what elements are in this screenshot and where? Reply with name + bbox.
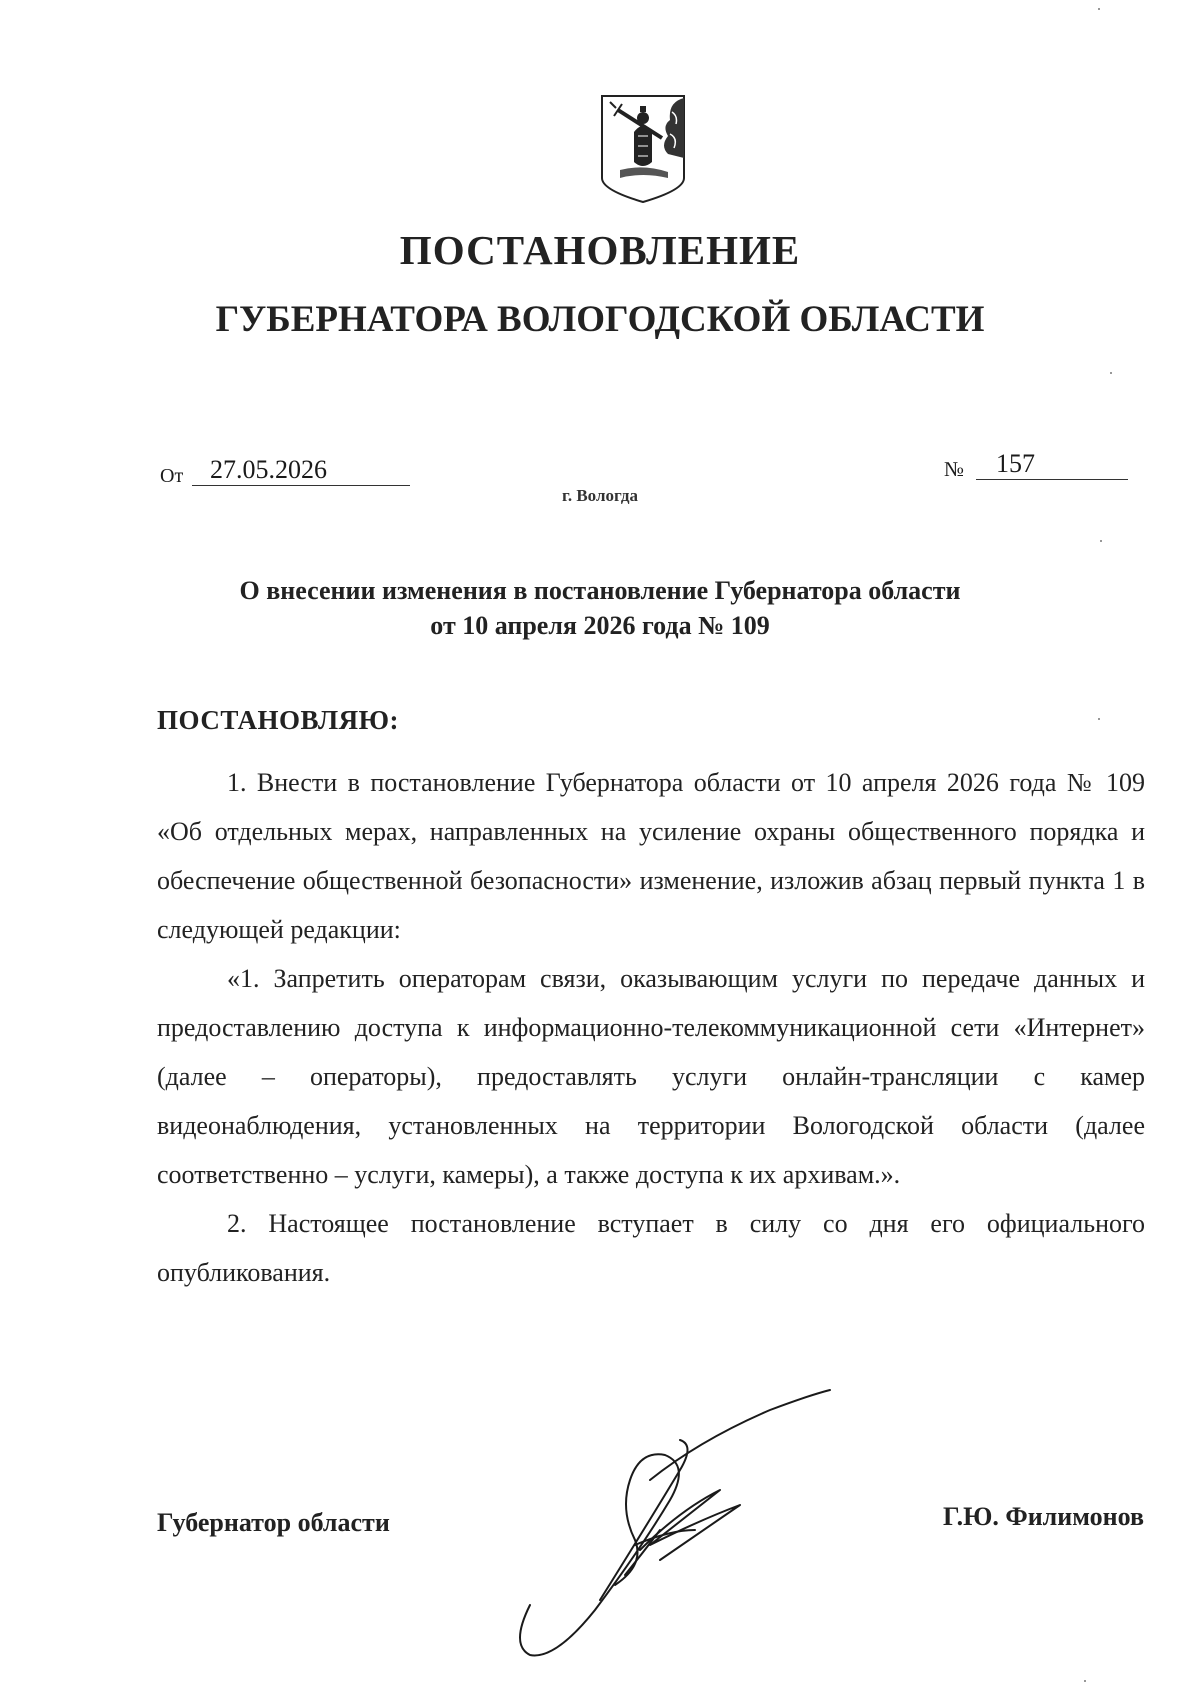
scan-speck [1100, 540, 1102, 542]
signer-position: Губернатор области [157, 1508, 390, 1537]
document-city: г. Вологда [562, 486, 638, 505]
number-prefix: № [944, 457, 965, 481]
body-paragraph-3: 2. Настоящее постановление вступает в силу со дня его официального опубликования. [157, 1209, 1145, 1287]
date-prefix: От [160, 465, 184, 487]
document-body [157, 758, 1145, 1297]
document-date: 27.05.2026 [210, 455, 327, 484]
scan-speck [1110, 372, 1112, 374]
scan-speck [1084, 1680, 1086, 1682]
number-underline [976, 479, 1128, 480]
coat-of-arms-icon [598, 92, 688, 204]
document-title: ПОСТАНОВЛЕНИЕ [399, 227, 801, 273]
body-paragraph-2: «1. Запретить операторам связи, оказывающим услуги по передаче данных и предоставлению доступа к информационно-телекоммуникационной сети «Интернет» (далее – операторы), предоставлять услуги онлайн-трансляции с камер видеонаблюдения, установленных на территории Вологодской области (далее соответственно – услуги, камеры), а также доступа к их архивам.». [157, 964, 1145, 1189]
body-paragraph-1: 1. Внести в постановление Губернатора области от 10 апреля 2026 года № 109 «Об отдельных мерах, направленных на усиление охраны общественного порядка и обеспечение общественной безопасности» изменение, изложив абзац первый пункта 1 в следующей редакции: [157, 768, 1145, 944]
scan-speck [1098, 8, 1100, 10]
handwritten-signature [500, 1380, 860, 1680]
decree-heading: ПОСТАНОВЛЯЮ: [157, 705, 399, 735]
document-subject [0, 573, 1200, 643]
document-number: 157 [996, 449, 1035, 478]
signer-name: Г.Ю. Филимонов [942, 1502, 1144, 1531]
document-authority: ГУБЕРНАТОРА ВОЛОГОДСКОЙ ОБЛАСТИ [215, 299, 985, 340]
subject-line-2: от 10 апреля 2026 года № 109 [430, 611, 770, 640]
subject-line-1: О внесении изменения в постановление Губернатора области [239, 576, 961, 605]
scan-speck [1098, 718, 1100, 720]
